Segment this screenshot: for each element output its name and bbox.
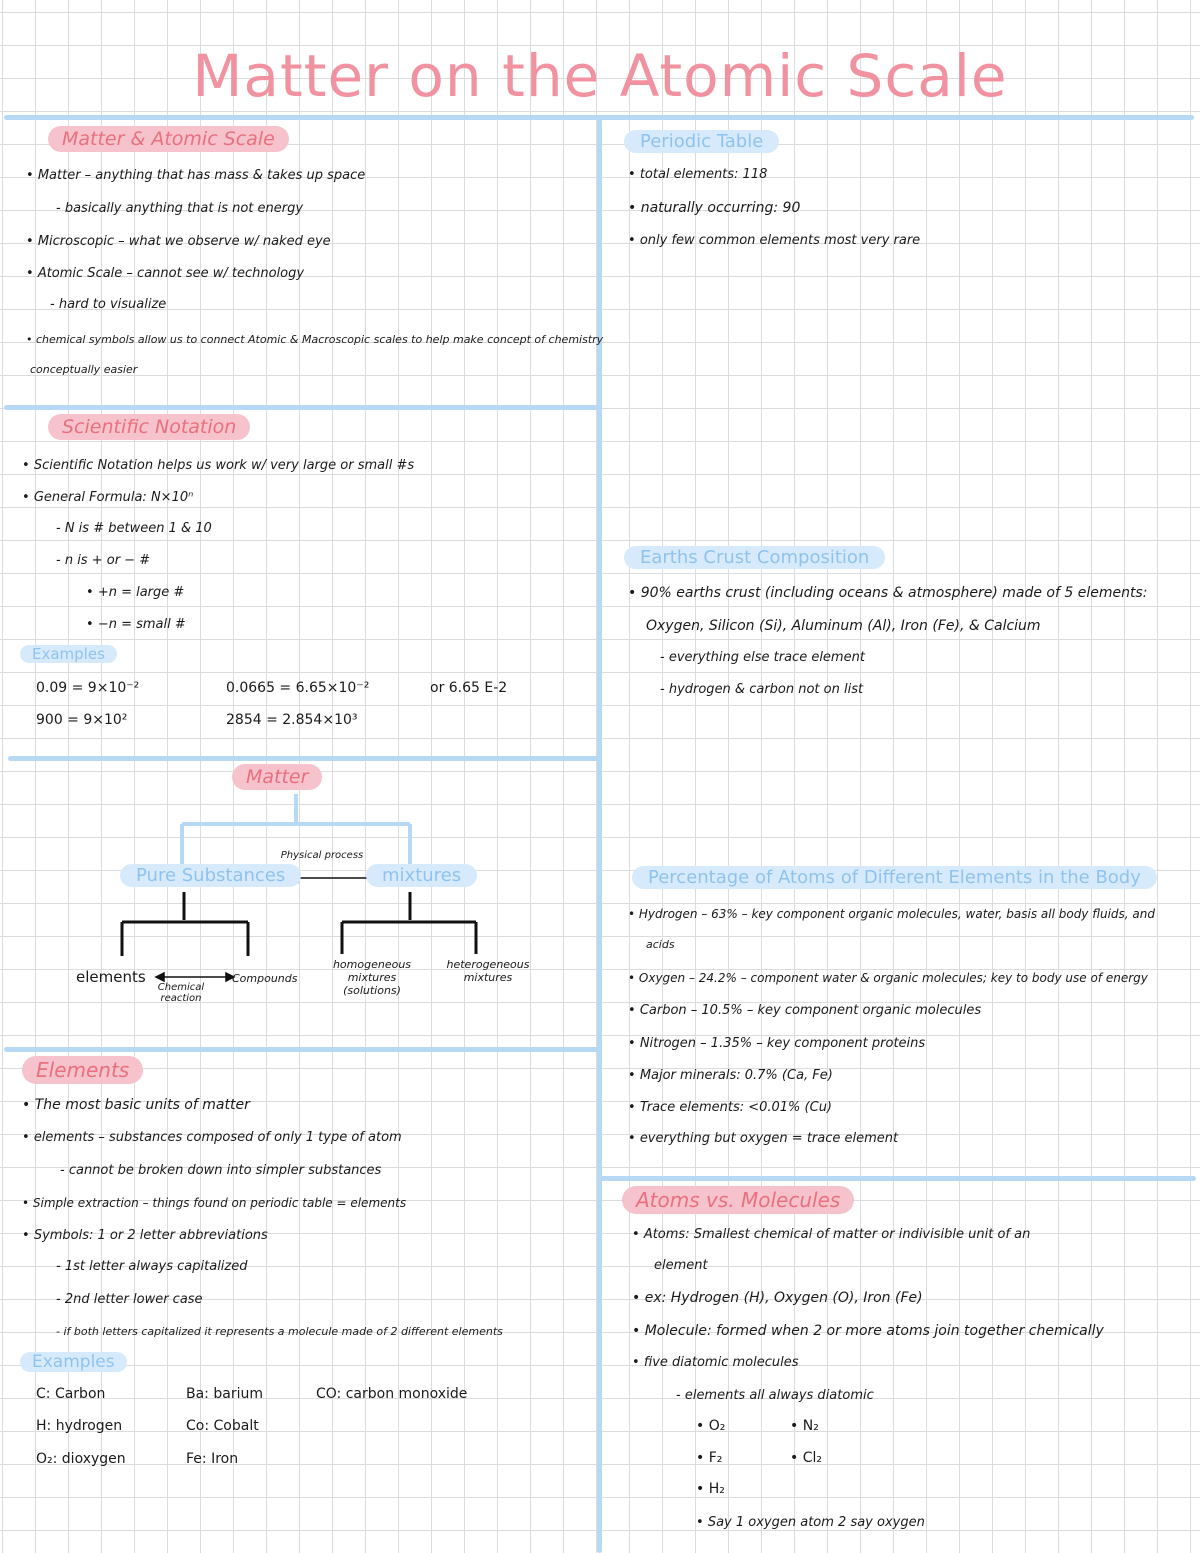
example-value: 0.09 = 9×10⁻² xyxy=(36,680,140,696)
note-line: • Simple extraction – things found on periodic table = elements xyxy=(22,1196,406,1210)
page-title: Matter on the Atomic Scale xyxy=(192,42,1008,110)
tree-node-pure-substances: Pure Substances xyxy=(120,864,301,887)
note-line: • Atoms: Smallest chemical of matter or indivisible unit of an xyxy=(632,1227,1030,1242)
diatomic-item: • H₂ xyxy=(696,1481,725,1497)
note-line: - n is + or − # xyxy=(56,553,150,568)
note-line: • total elements: 118 xyxy=(628,167,767,182)
section-heading: Periodic Table xyxy=(624,130,779,153)
note-line: • Major minerals: 0.7% (Ca, Fe) xyxy=(628,1068,833,1083)
diatomic-item: • Cl₂ xyxy=(790,1450,822,1466)
note-line: • Say 1 oxygen atom 2 say oxygen xyxy=(696,1515,925,1530)
note-line: • Atomic Scale – cannot see w/ technology xyxy=(26,266,304,281)
note-line: • ex: Hydrogen (H), Oxygen (O), Iron (Fe) xyxy=(632,1290,923,1306)
note-line: - hard to visualize xyxy=(50,297,166,312)
note-line: • Hydrogen – 63% – key component organic molecules, water, basis all body fluids, and xyxy=(628,907,1155,921)
note-line: • elements – substances composed of only 1 type of atom xyxy=(22,1130,402,1145)
diatomic-item: • F₂ xyxy=(696,1450,722,1466)
diatomic-item: • O₂ xyxy=(696,1418,725,1434)
section-heading: Earths Crust Composition xyxy=(624,546,885,569)
example-value: CO: carbon monoxide xyxy=(316,1386,468,1402)
note-line: • five diatomic molecules xyxy=(632,1355,798,1370)
note-line: • Trace elements: <0.01% (Cu) xyxy=(628,1100,832,1115)
note-line: • Molecule: formed when 2 or more atoms join together chemically xyxy=(632,1323,1104,1339)
example-value: Co: Cobalt xyxy=(186,1418,259,1434)
tree-node-elements: elements xyxy=(76,968,146,986)
divider xyxy=(600,1176,1196,1181)
tree-node-compounds: Compounds xyxy=(232,972,298,985)
tree-node-heterogeneous: heterogeneous mixtures xyxy=(446,958,530,984)
note-line: element xyxy=(654,1258,708,1273)
section-heading: Matter & Atomic Scale xyxy=(48,126,289,152)
note-line: - hydrogen & carbon not on list xyxy=(660,682,863,697)
note-line: • −n = small # xyxy=(86,617,186,632)
tree-reaction-label: Chemical reaction xyxy=(157,982,205,1004)
tree-node-homogeneous: homogeneous mixtures (solutions) xyxy=(332,958,412,997)
example-value: Ba: barium xyxy=(186,1386,263,1402)
divider xyxy=(4,405,600,410)
note-line: • everything but oxygen = trace element xyxy=(628,1131,898,1146)
diatomic-item: • N₂ xyxy=(790,1418,819,1434)
note-line: - if both letters capitalized it represents a molecule made of 2 different elements xyxy=(56,1325,503,1338)
note-line: • Microscopic – what we observe w/ naked eye xyxy=(26,234,331,249)
note-line: • naturally occurring: 90 xyxy=(628,200,800,216)
example-value: or 6.65 E-2 xyxy=(430,680,508,696)
example-value: C: Carbon xyxy=(36,1386,106,1402)
note-line: - basically anything that is not energy xyxy=(56,201,303,216)
note-line: • 90% earths crust (including oceans & atmosphere) made of 5 elements: xyxy=(628,585,1147,601)
divider xyxy=(4,1047,600,1052)
example-value: O₂: dioxygen xyxy=(36,1451,126,1467)
note-line: • Nitrogen – 1.35% – key component proteins xyxy=(628,1036,925,1051)
note-line: • Matter – anything that has mass & takes up space xyxy=(26,168,365,183)
note-line: • chemical symbols allow us to connect Atomic & Macroscopic scales to help make concept of chemistry xyxy=(26,333,603,346)
note-line: acids xyxy=(646,938,675,951)
example-value: H: hydrogen xyxy=(36,1418,123,1434)
section-heading: Scientific Notation xyxy=(48,414,250,440)
tree-node-matter: Matter xyxy=(232,764,322,790)
section-heading: Atoms vs. Molecules xyxy=(622,1186,854,1214)
note-line: Oxygen, Silicon (Si), Aluminum (Al), Iron (Fe), & Calcium xyxy=(646,618,1041,634)
note-line: • General Formula: N×10ⁿ xyxy=(22,490,193,505)
tree-node-mixtures: mixtures xyxy=(366,864,477,887)
note-line: - everything else trace element xyxy=(660,650,865,665)
note-line: - 1st letter always capitalized xyxy=(56,1259,248,1274)
note-line: conceptually easier xyxy=(30,363,138,376)
note-line: - 2nd letter lower case xyxy=(56,1292,203,1307)
note-line: - cannot be broken down into simpler substances xyxy=(60,1163,381,1178)
section-heading: Elements xyxy=(22,1056,143,1084)
example-value: 2854 = 2.854×10³ xyxy=(226,712,358,728)
note-line: • The most basic units of matter xyxy=(22,1097,250,1113)
note-line: • Carbon – 10.5% – key component organic molecules xyxy=(628,1003,981,1018)
tree-process-label: Physical process xyxy=(280,850,364,861)
note-line: - elements all always diatomic xyxy=(676,1388,874,1403)
example-value: 0.0665 = 6.65×10⁻² xyxy=(226,680,370,696)
section-heading: Percentage of Atoms of Different Elements in the Body xyxy=(632,866,1157,889)
note-line: • Scientific Notation helps us work w/ very large or small #s xyxy=(22,458,414,473)
note-line: - N is # between 1 & 10 xyxy=(56,521,212,536)
example-value: Fe: Iron xyxy=(186,1451,239,1467)
note-line: • +n = large # xyxy=(86,585,184,600)
note-line: • Oxygen – 24.2% – component water & organic molecules; key to body use of energy xyxy=(628,971,1148,985)
note-line: • only few common elements most very rare xyxy=(628,233,920,248)
examples-label: Examples xyxy=(20,645,117,663)
matter-tree-diagram xyxy=(0,760,600,1040)
examples-label: Examples xyxy=(20,1352,127,1372)
note-line: • Symbols: 1 or 2 letter abbreviations xyxy=(22,1228,268,1243)
example-value: 900 = 9×10² xyxy=(36,712,128,728)
